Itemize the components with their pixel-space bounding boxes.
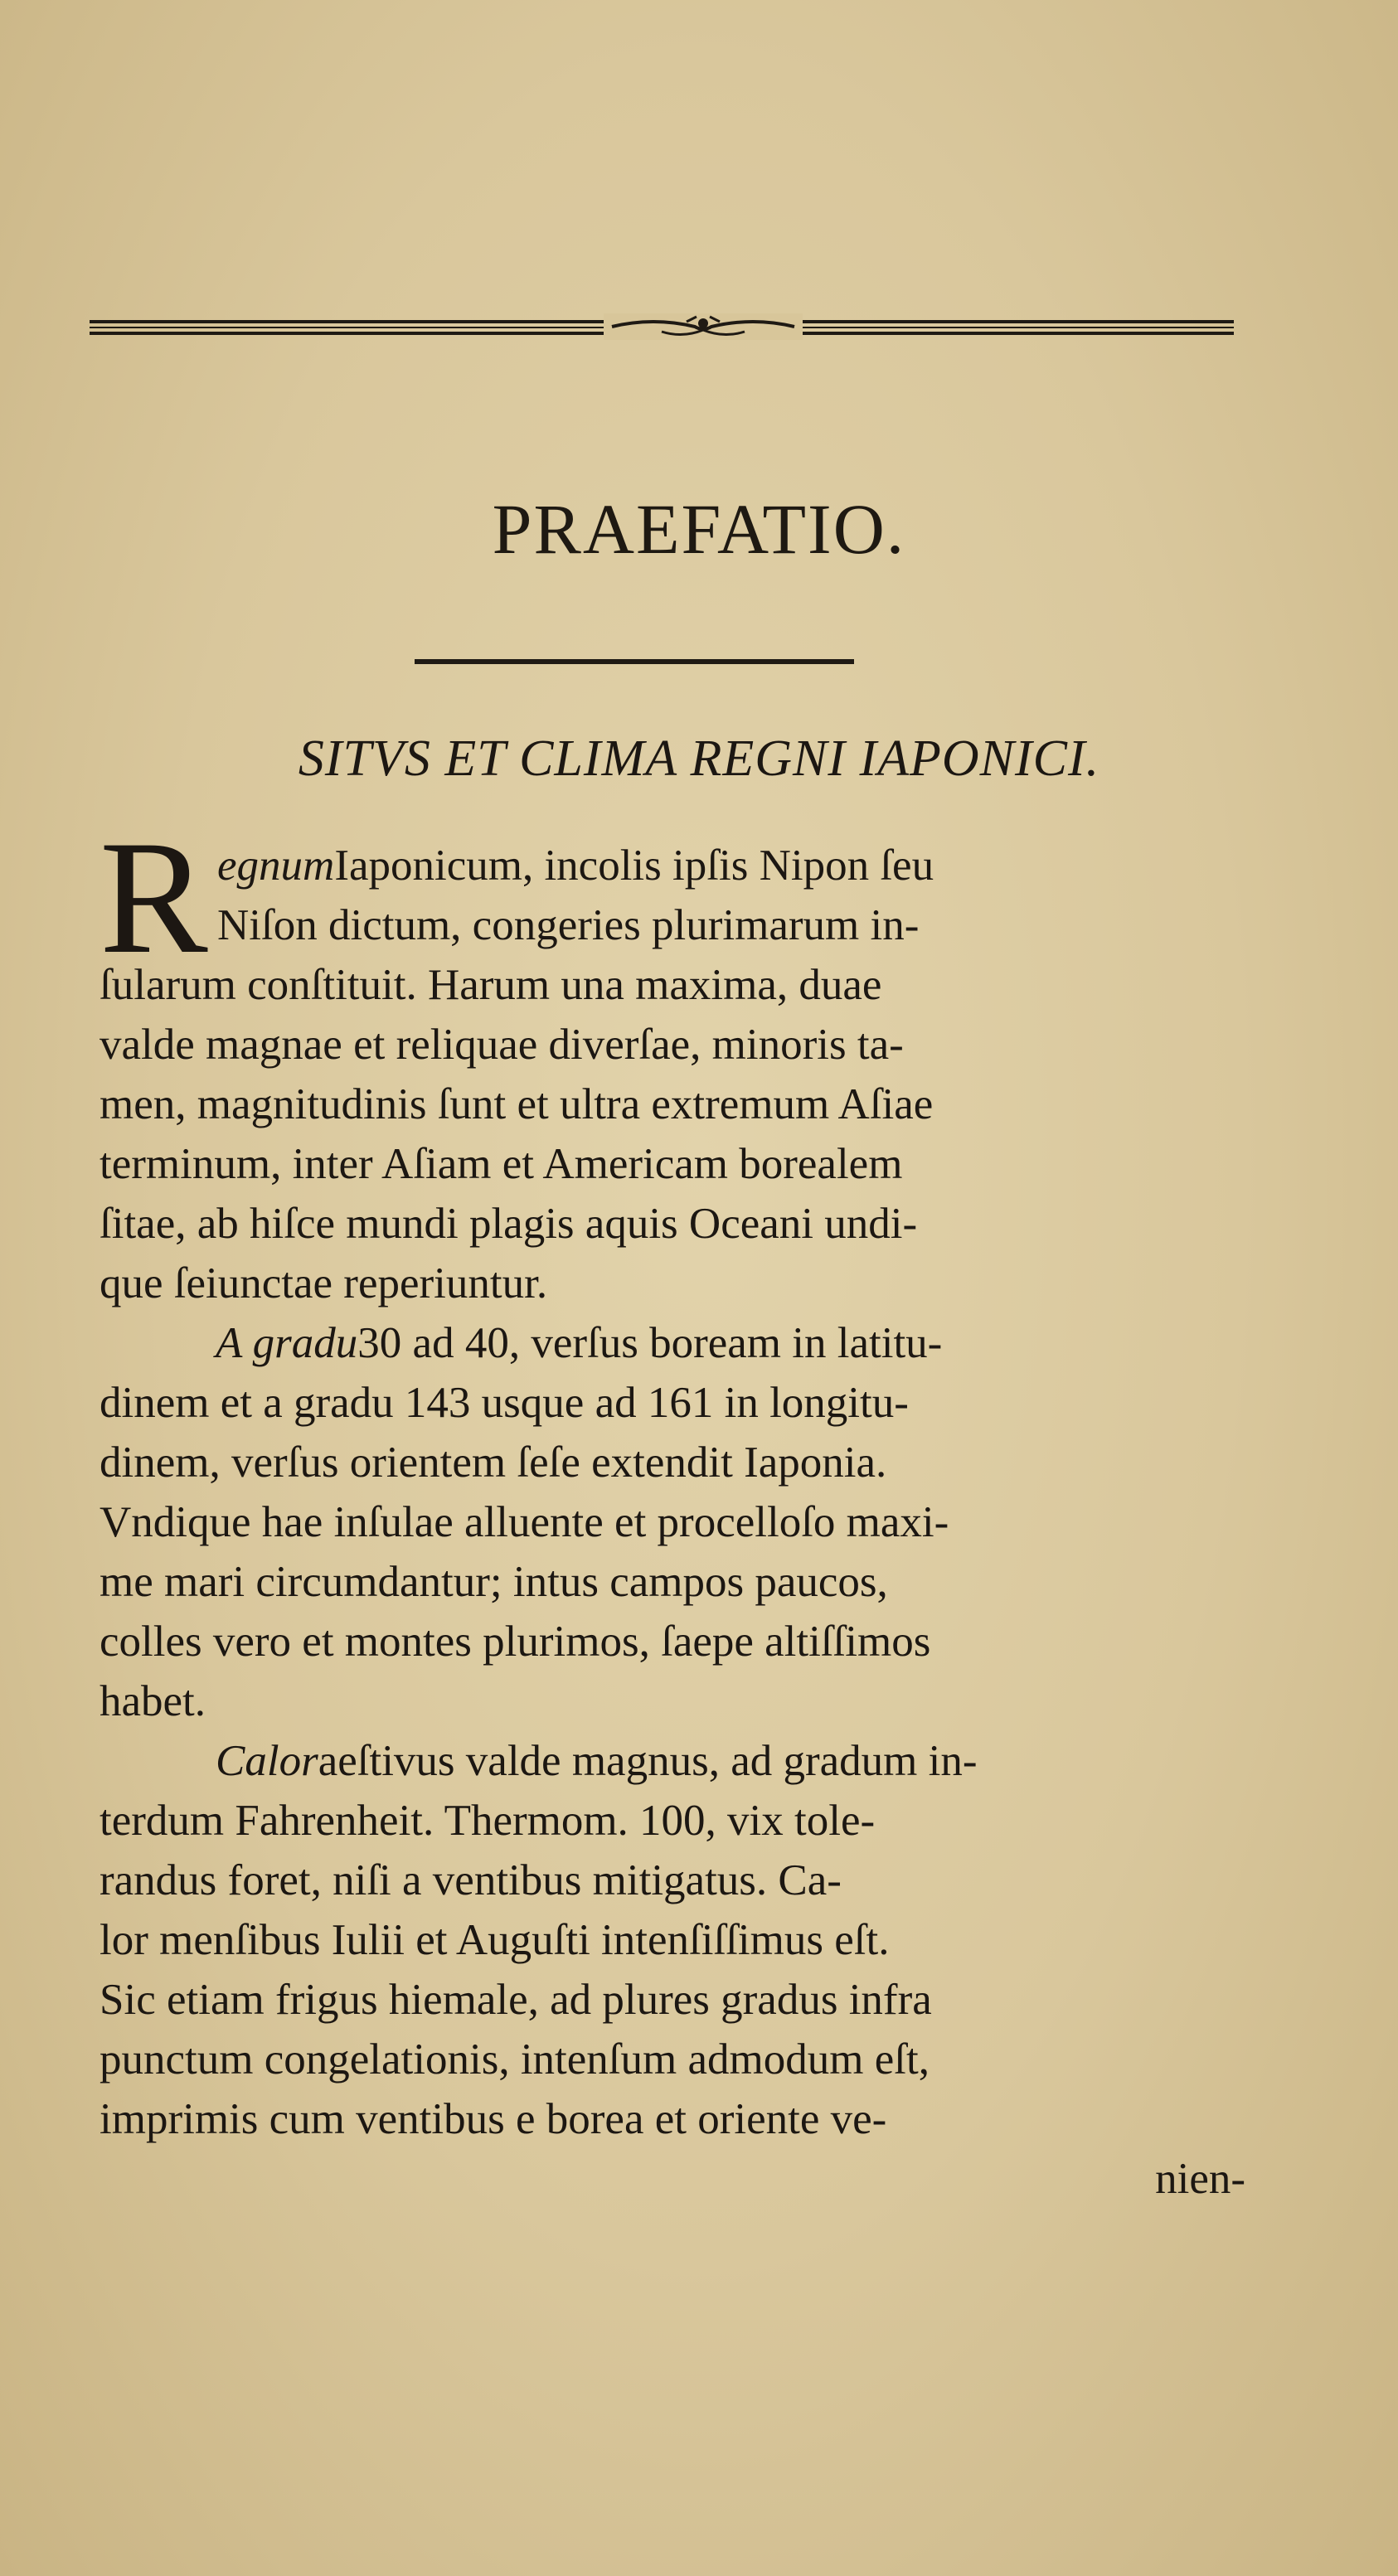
flourish-ornament-icon bbox=[604, 313, 803, 340]
text-line: lor menſibus Iulii et Auguſti intenſiſſimus eſt. bbox=[100, 1916, 890, 1964]
text-line: Vndique hae inſulae alluente et procelloſo maxi- bbox=[100, 1498, 949, 1546]
text-line: egnumIaponicum, incolis ipſis Nipon ſeu bbox=[217, 842, 934, 890]
text-line: men, magnitudinis ſunt et ultra extremum Aſiae bbox=[100, 1080, 934, 1128]
text-line: ſularum conſtituit. Harum una maxima, duae bbox=[100, 961, 882, 1009]
title-divider bbox=[415, 659, 854, 664]
text-line: dinem et a gradu 143 usque ad 161 in longitu- bbox=[100, 1379, 909, 1427]
drop-cap: R bbox=[100, 808, 208, 987]
text-line: habet. bbox=[100, 1677, 206, 1725]
ornamental-rule bbox=[90, 313, 1234, 347]
text-line: colles vero et montes plurimos, ſaepe altiſſimos bbox=[100, 1618, 931, 1666]
text-line: ſitae, ab hiſce mundi plagis aquis Oceani undi- bbox=[100, 1200, 918, 1248]
text-line: Caloraeſtivus valde magnus, ad gradum in- bbox=[216, 1737, 978, 1785]
text-line: Niſon dictum, congeries plurimarum in- bbox=[217, 901, 920, 949]
text-line: valde magnae et reliquae diverſae, minoris ta- bbox=[100, 1021, 904, 1069]
text-line: punctum congelationis, intenſum admodum eſt, bbox=[100, 2035, 930, 2084]
text-line: que ſeiunctae reperiuntur. bbox=[100, 1259, 548, 1307]
text-line: randus foret, niſi a ventibus mitigatus. Ca- bbox=[100, 1856, 842, 1904]
page-title: PRAEFATIO. bbox=[492, 489, 906, 569]
text-line: A gradu30 ad 40, verſus boream in latitu- bbox=[216, 1319, 943, 1367]
text-line: imprimis cum ventibus e borea et oriente ve- bbox=[100, 2095, 887, 2143]
body-text bbox=[100, 808, 1245, 2209]
text-line: me mari circumdantur; intus campos paucos, bbox=[100, 1558, 888, 1606]
catchword: nien- bbox=[1155, 2155, 1245, 2203]
text-line: terdum Fahrenheit. Thermom. 100, vix tole- bbox=[100, 1797, 876, 1845]
text-line: Sic etiam frigus hiemale, ad plures gradus infra bbox=[100, 1976, 932, 2024]
text-line: dinem, verſus orientem ſeſe extendit Iaponia. bbox=[100, 1438, 887, 1487]
section-subtitle: SITVS ET CLIMA REGNI IAPONICI. bbox=[298, 730, 1100, 787]
text-line: terminum, inter Aſiam et Americam borealem bbox=[100, 1140, 903, 1188]
